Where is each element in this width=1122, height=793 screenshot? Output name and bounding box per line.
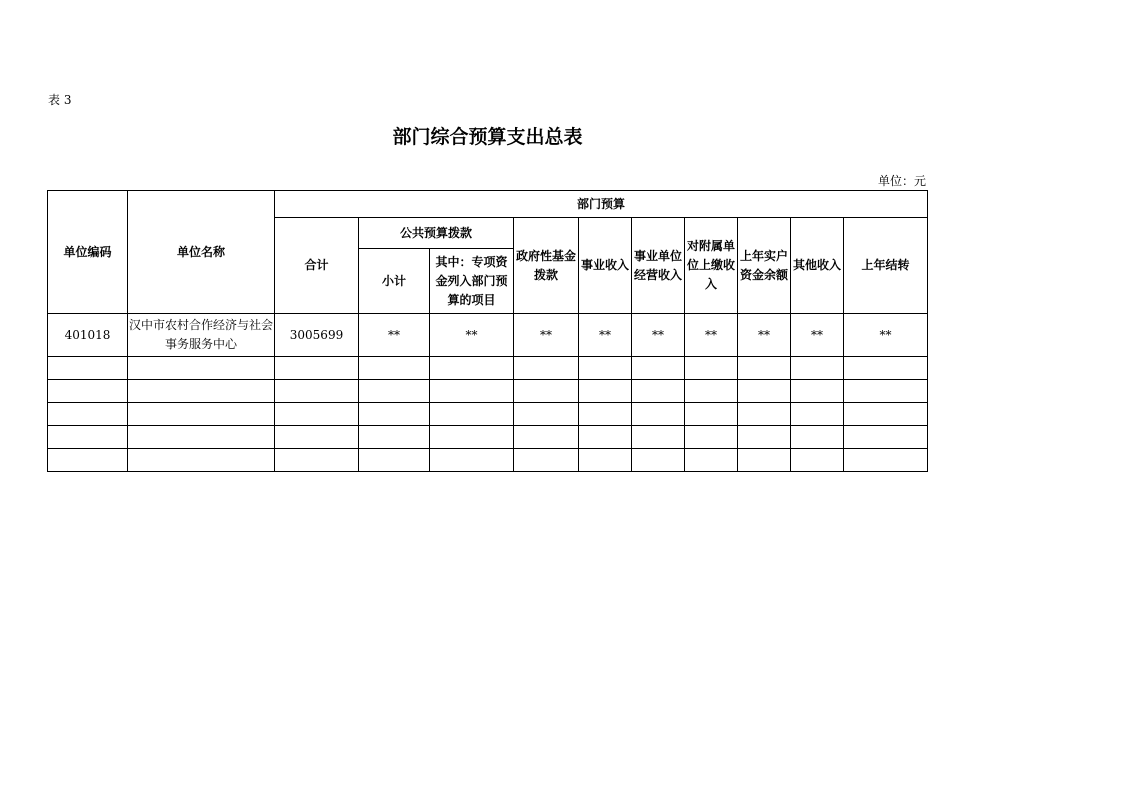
header-dept-budget: 部门预算 (275, 191, 928, 218)
header-business-income: 事业单位经营收入 (632, 218, 685, 314)
header-carryover: 上年结转 (844, 218, 928, 314)
cell-other-income: ** (791, 314, 844, 357)
header-unit-code: 单位编码 (48, 191, 128, 314)
cell-subtotal: ** (359, 314, 430, 357)
header-other-income: 其他收入 (791, 218, 844, 314)
table-number: 表 3 (48, 93, 72, 107)
unit-label: 单位：元 (877, 174, 926, 188)
header-career-income: 事业收入 (579, 218, 632, 314)
cell-prev-balance: ** (738, 314, 791, 357)
header-prev-balance: 上年实户资金余额 (738, 218, 791, 314)
header-gov-fund: 政府性基金拨款 (514, 218, 579, 314)
cell-carryover: ** (844, 314, 928, 357)
budget-table (47, 190, 928, 472)
page-title: 部门综合预算支出总表 (392, 126, 583, 148)
empty-table-row (48, 449, 928, 472)
header-unit-name: 单位名称 (128, 191, 275, 314)
empty-table-row (48, 426, 928, 449)
cell-gov-fund: ** (514, 314, 579, 357)
header-public-budget: 公共预算拨款 (359, 218, 514, 249)
table-row (48, 314, 928, 357)
cell-total: 3005699 (275, 314, 359, 357)
cell-unit-name: 汉中市农村合作经济与社会事务服务中心 (128, 314, 275, 357)
header-subtotal: 小计 (359, 249, 430, 314)
cell-unit-code: 401018 (48, 314, 128, 357)
empty-table-row (48, 403, 928, 426)
cell-special-funds: ** (430, 314, 514, 357)
empty-table-row (48, 357, 928, 380)
empty-table-row (48, 380, 928, 403)
cell-affiliate-income: ** (685, 314, 738, 357)
header-special-funds: 其中：专项资金列入部门预算的项目 (430, 249, 514, 314)
cell-career-income: ** (579, 314, 632, 357)
cell-business-income: ** (632, 314, 685, 357)
header-total: 合计 (275, 218, 359, 314)
header-affiliate-income: 对附属单位上缴收入 (685, 218, 738, 314)
